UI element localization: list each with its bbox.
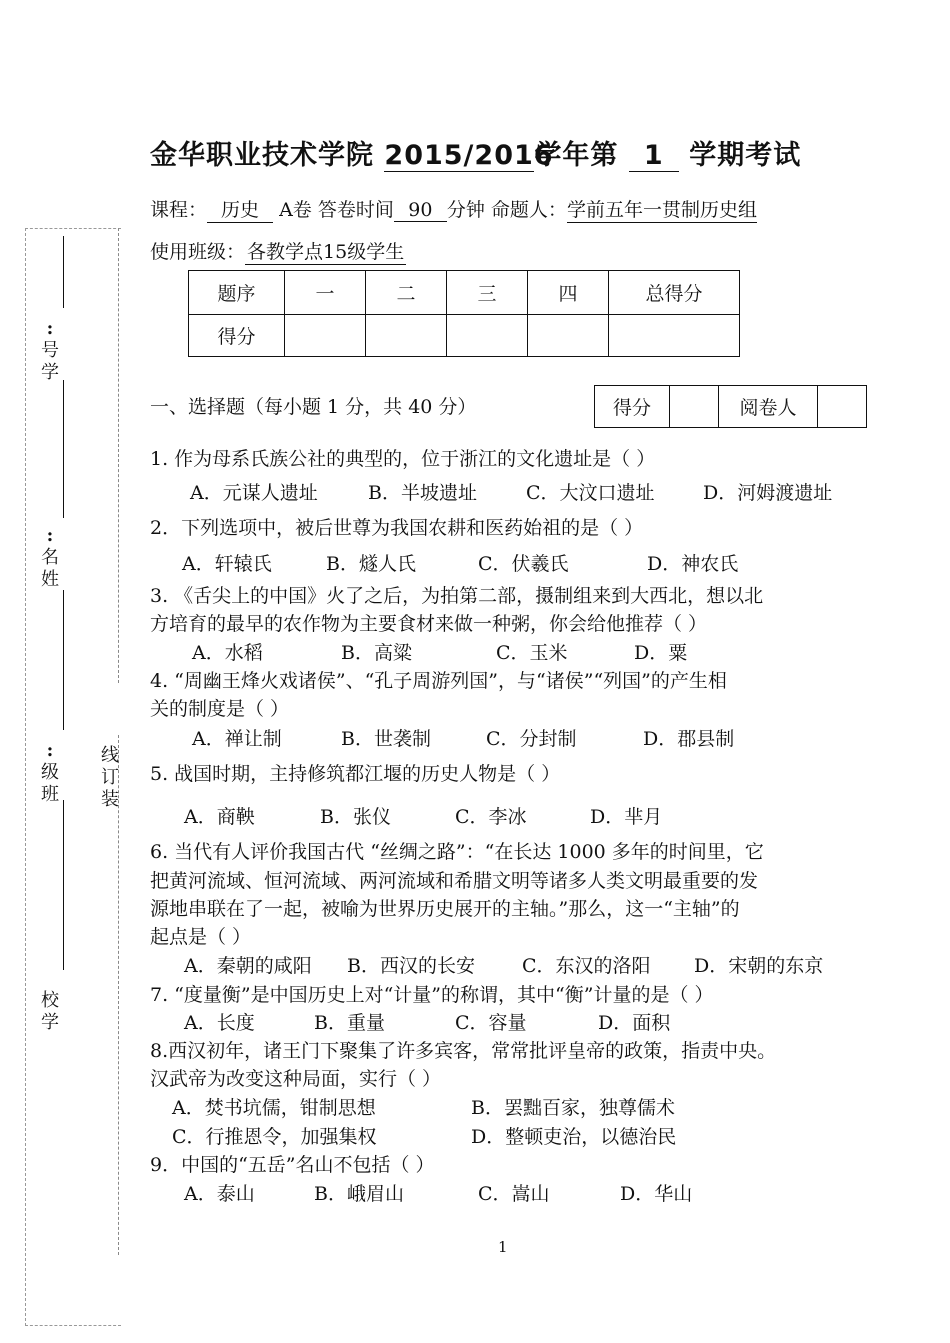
question-option: D．神农氏 [647, 553, 739, 575]
name-label: : 名 姓 [41, 525, 59, 590]
question-option: C．玉米 [496, 642, 568, 664]
score-header-cell: 四 [528, 271, 609, 315]
course-value: 历史 [207, 195, 273, 223]
question-option: D．华山 [620, 1183, 693, 1205]
question-option: B．半坡遗址 [368, 482, 477, 504]
question-option: D．芈月 [590, 806, 663, 828]
grader-score-label: 得分 [595, 386, 670, 428]
binding-dash-line [118, 228, 119, 683]
score-cell[interactable] [528, 315, 609, 357]
class-info-label: 使用班级： [150, 241, 246, 263]
class-info-line [150, 237, 406, 265]
question-option: D．面积 [598, 1012, 671, 1034]
time-label: 答卷时间 [317, 199, 394, 221]
question-option: B．西汉的长安 [347, 955, 475, 977]
author-label: 命题人： [490, 199, 567, 221]
question-stem: 源地串联在了一起，被喻为世界历史展开的主轴。”那么，这一“主轴”的 [150, 898, 740, 920]
question-option: D．宋朝的东京 [694, 955, 824, 977]
binding-seal-text: 线 订 装 [101, 745, 119, 810]
question-option: A．禅让制 [192, 728, 282, 750]
question-stem: 方培育的最早的农作物为主要食材来做一种粥，你会给他推荐（ ） [150, 613, 708, 635]
score-cell[interactable] [609, 315, 740, 357]
question-stem: 5. 战国时期，主持修筑都江堰的历史人物是（ ） [150, 763, 561, 785]
field-line [63, 380, 64, 518]
score-header-cell: 二 [366, 271, 447, 315]
question-option: C．李冰 [455, 806, 527, 828]
binding-dash-line [118, 735, 119, 1255]
score-row-label: 得分 [189, 315, 285, 357]
title-mid: 学年第 [534, 140, 619, 171]
question-option: C．分封制 [486, 728, 577, 750]
author-value: 学前五年一贯制历史组 [567, 195, 757, 223]
question-stem: 起点是（ ） [150, 926, 252, 948]
question-stem: 关的制度是（ ） [150, 698, 290, 720]
section-title: 一、选择题（每小题 1 分，共 40 分） [150, 396, 477, 418]
grader-box [594, 385, 867, 428]
question-stem: 4. “周幽王烽火戏诸侯”、“孔子周游列国”，与“诸侯”“列国”的产生相 [150, 670, 727, 692]
question-option: A．焚书坑儒，钳制思想 [172, 1097, 376, 1119]
question-stem: 6. 当代有人评价我国古代 “丝绸之路”：“在长达 1000 多年的时间里，它 [150, 841, 764, 863]
academic-year: 2015/2016 [384, 140, 554, 171]
question-option: A．长度 [184, 1012, 255, 1034]
score-header-cell: 总得分 [609, 271, 740, 315]
question-option: C．大汶口遗址 [526, 482, 655, 504]
class-label: : 级 班 [41, 740, 59, 805]
question-option: C．行推恩令，加强集权 [172, 1126, 377, 1148]
question-stem: 7. “度量衡”是中国历史上对“计量”的称谓，其中“衡”计量的是（ ） [150, 984, 714, 1006]
question-stem: 3. 《舌尖上的中国》火了之后，为拍第二部，摄制组来到大西北，想以北 [150, 585, 764, 607]
score-table [188, 270, 740, 357]
class-info-value: 各教学点15级学生 [245, 237, 406, 265]
field-line [63, 590, 64, 730]
question-stem: 8.西汉初年，诸王门下聚集了许多宾客，常常批评皇帝的政策，指责中央。 [150, 1040, 777, 1062]
school-name: 金华职业技术学院 [150, 140, 374, 171]
question-option: B．张仪 [320, 806, 391, 828]
paper-type: A卷 [279, 199, 312, 221]
grader-name-label: 阅卷人 [719, 386, 818, 428]
question-option: B．重量 [314, 1012, 385, 1034]
question-option: D．郡县制 [643, 728, 735, 750]
time-unit: 分钟 [446, 199, 485, 221]
question-option: C．嵩山 [478, 1183, 550, 1205]
question-option: B．世袭制 [341, 728, 431, 750]
question-stem: 汉武帝为改变这种局面，实行（ ） [150, 1068, 442, 1090]
question-option: A．泰山 [184, 1183, 255, 1205]
question-option: A．元谋人遗址 [190, 482, 318, 504]
question-stem: 1. 作为母系氏族公社的典型的，位于浙江的文化遗址是（ ） [150, 448, 656, 470]
course-label: 课程： [150, 199, 208, 221]
grader-name-cell[interactable] [818, 386, 867, 428]
course-info-line [150, 195, 757, 223]
question-stem: 2．下列选项中，被后世尊为我国农耕和医药始祖的是（ ） [150, 517, 644, 539]
exam-title [150, 133, 801, 172]
question-option: D．粟 [634, 642, 688, 664]
question-option: A．商鞅 [184, 806, 255, 828]
field-line [63, 236, 64, 308]
question-option: A．秦朝的咸阳 [184, 955, 312, 977]
school-label: 校 学 [41, 990, 59, 1033]
question-option: B．燧人氏 [326, 553, 416, 575]
page-number: 1 [498, 1238, 508, 1256]
question-option: C．东汉的洛阳 [522, 955, 651, 977]
question-option: B．高粱 [341, 642, 412, 664]
score-cell[interactable] [366, 315, 447, 357]
question-option: B．峨眉山 [314, 1183, 404, 1205]
question-option: A．水稻 [192, 642, 263, 664]
score-cell[interactable] [285, 315, 366, 357]
score-header-cell: 题序 [189, 271, 285, 315]
title-end: 学期考试 [689, 140, 802, 171]
question-option: D．整顿吏治，以德治民 [471, 1126, 677, 1148]
question-stem: 9．中国的“五岳”名山不包括（ ） [150, 1154, 435, 1176]
score-header-cell: 一 [285, 271, 366, 315]
student-id-label: : 号 学 [41, 318, 59, 383]
question-option: D．河姆渡遗址 [703, 482, 833, 504]
question-option: B．罢黜百家，独尊儒术 [471, 1097, 675, 1119]
score-cell[interactable] [447, 315, 528, 357]
field-line [63, 800, 64, 970]
term-number: 1 [629, 140, 679, 172]
question-option: A．轩辕氏 [182, 553, 272, 575]
score-header-cell: 三 [447, 271, 528, 315]
question-option: C．容量 [455, 1012, 527, 1034]
grader-score-cell[interactable] [670, 386, 719, 428]
time-value: 90 [394, 199, 447, 222]
question-stem: 把黄河流域、恒河流域、两河流域和希腊文明等诸多人类文明最重要的发 [150, 870, 759, 892]
question-option: C．伏羲氏 [478, 553, 569, 575]
